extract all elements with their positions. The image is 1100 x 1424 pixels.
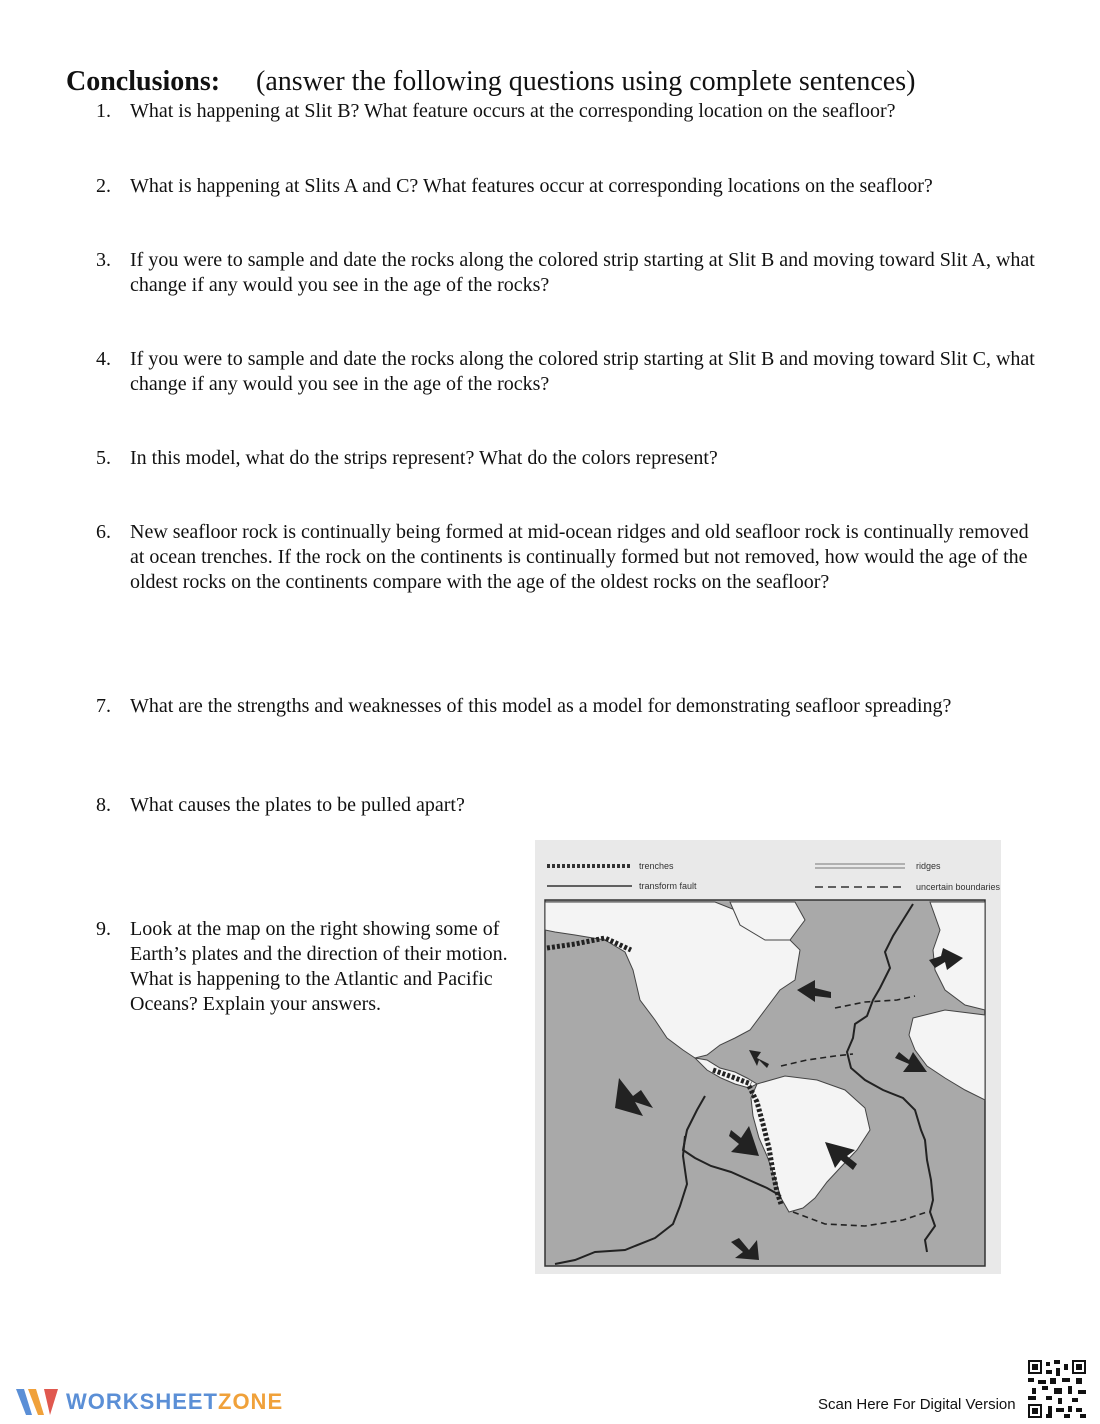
legend-transform-fault: transform fault xyxy=(639,881,697,891)
heading-instruction: (answer the following questions using complete sentences) xyxy=(256,66,916,97)
question-number: 6. xyxy=(96,521,111,543)
heading-label: Conclusions: xyxy=(66,66,221,97)
question-text: If you were to sample and date the rocks along the colored strip starting at Slit B and moving toward Slit A, what change if any would you see in the age of the rocks? xyxy=(130,249,1035,296)
question-text: If you were to sample and date the rocks along the colored strip starting at Slit B and moving toward Slit C, what change if any would you see in the age of the rocks? xyxy=(130,348,1035,395)
question-text: What causes the plates to be pulled apart? xyxy=(130,794,465,816)
question-number: 2. xyxy=(96,175,111,197)
logo-wordmark xyxy=(66,1389,283,1415)
question-1 xyxy=(96,99,1041,124)
question-text: Look at the map on the right showing some of Earth’s plates and the direction of their motion. What is happening to the Atlantic and Pacific Oceans? Explain your answers. xyxy=(130,918,508,1015)
logo-zone: ZONE xyxy=(218,1389,284,1414)
question-text: What is happening at Slit B? What feature occurs at the corresponding location on the seafloor? xyxy=(130,100,896,122)
question-number: 7. xyxy=(96,695,111,717)
worksheetzone-logo[interactable] xyxy=(14,1382,283,1422)
question-6 xyxy=(96,520,1041,595)
logo-worksheet: WORKSHEET xyxy=(66,1389,218,1414)
question-number: 1. xyxy=(96,100,111,122)
question-text: What is happening at Slits A and C? What features occur at corresponding locations on the seafloor? xyxy=(130,175,933,197)
question-number: 3. xyxy=(96,249,111,271)
plate-map xyxy=(535,840,1001,1274)
scan-caption: Scan Here For Digital Version xyxy=(818,1396,1016,1413)
legend-ridges: ridges xyxy=(916,861,941,871)
question-text: New seafloor rock is continually being formed at mid-ocean ridges and old seafloor rock is continually removed at ocean trenches. If the rock on the continents is continually formed but not removed, how would the age of the oldest rocks on the continents compare with the age of the oldest rocks on the seafloor? xyxy=(130,521,1029,593)
question-number: 8. xyxy=(96,794,111,816)
plate-map-figure xyxy=(535,840,1001,1274)
question-number: 5. xyxy=(96,447,111,469)
question-3 xyxy=(96,248,1041,298)
question-5 xyxy=(96,446,1041,471)
legend-trenches: trenches xyxy=(639,861,674,871)
question-9 xyxy=(96,917,516,1017)
question-number: 9. xyxy=(96,918,111,940)
legend-uncertain-boundaries: uncertain boundaries xyxy=(916,882,1001,892)
question-7 xyxy=(96,694,1041,719)
question-8 xyxy=(96,793,1041,818)
map-legend xyxy=(547,861,1001,892)
qr-code-icon[interactable] xyxy=(1028,1360,1086,1418)
question-4 xyxy=(96,347,1041,397)
question-text: What are the strengths and weaknesses of this model as a model for demonstrating seafloor spreading? xyxy=(130,695,952,717)
worksheetzone-logo-icon xyxy=(14,1385,60,1419)
question-text: In this model, what do the strips represent? What do the colors represent? xyxy=(130,447,718,469)
question-2 xyxy=(96,174,1041,199)
question-number: 4. xyxy=(96,348,111,370)
section-heading xyxy=(66,64,915,100)
